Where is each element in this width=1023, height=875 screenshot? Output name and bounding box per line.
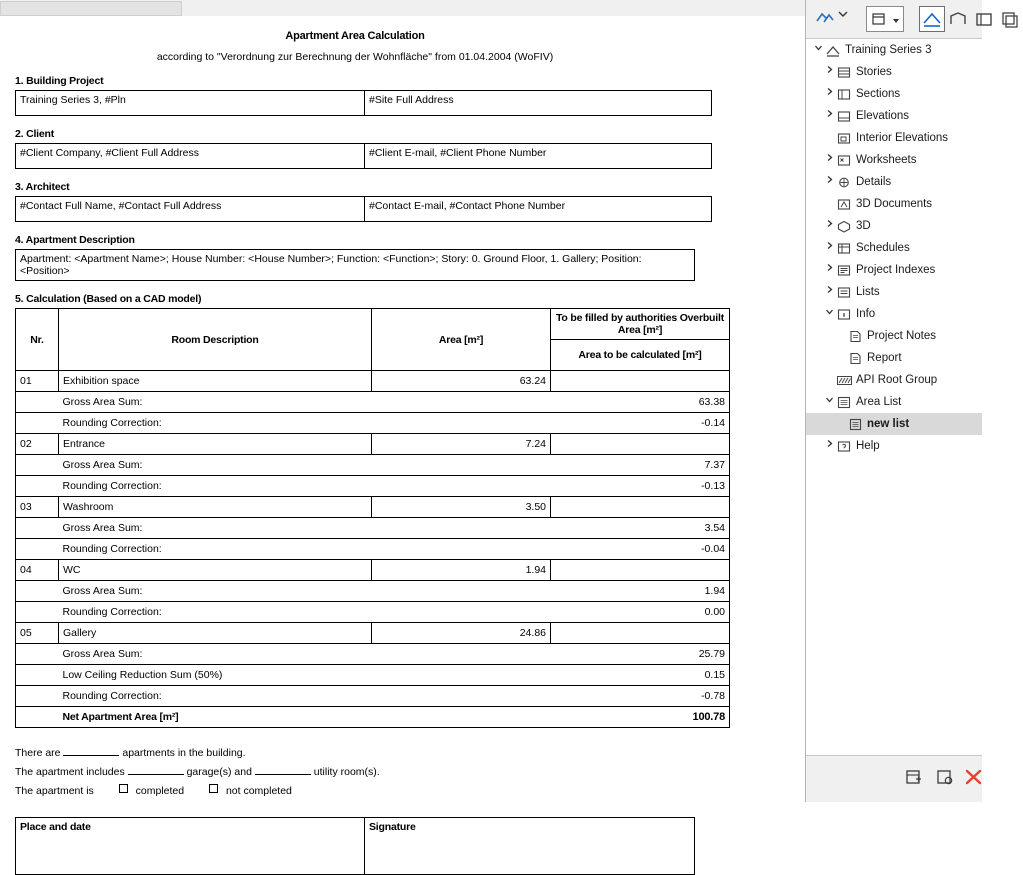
cell-area: 3.50 (372, 497, 551, 518)
summary-row (16, 476, 730, 497)
cell-summary-value: -0.14 (551, 413, 730, 434)
summary-row (16, 644, 730, 665)
table-row (16, 560, 730, 581)
chevron-down-icon[interactable] (823, 391, 835, 413)
tree-item-label: Help (856, 440, 880, 452)
cell-spacer (16, 392, 59, 413)
cell-summary-value: 3.54 (551, 518, 730, 539)
note-icon (846, 352, 864, 365)
table-row (16, 197, 712, 222)
column-header-nr: Nr. (16, 309, 59, 371)
building-project-table (15, 90, 712, 116)
cell-spacer (16, 707, 59, 728)
cell-area: 7.24 (372, 434, 551, 455)
calculation-table (15, 308, 730, 728)
chevron-down-icon[interactable] (823, 303, 835, 325)
cell-summary-value: 25.79 (551, 644, 730, 665)
place-and-date-cell: Place and date (16, 818, 365, 875)
summary-row (16, 665, 730, 686)
navigator-home-icon (871, 11, 887, 27)
chevron-right-icon[interactable] (823, 61, 835, 83)
chevron-right-icon[interactable] (823, 149, 835, 171)
column-header-area: Area [m²] (372, 309, 551, 371)
api-group-icon (835, 375, 853, 386)
scroll-track[interactable] (0, 0, 806, 15)
tree-item-label: Lists (856, 286, 880, 298)
signature-cell: Signature (365, 818, 695, 875)
publisher-icon (1000, 10, 1020, 28)
statement-1-b: apartments in the building. (122, 747, 246, 759)
cell-summary-label: Gross Area Sum: (59, 518, 372, 539)
tree-item-interior-elevations[interactable] (806, 127, 982, 149)
statement-3-a: The apartment is (15, 785, 94, 797)
help-icon (835, 440, 853, 453)
fill-blank[interactable] (128, 763, 184, 775)
tree-item-3d-documents[interactable] (806, 193, 982, 215)
chevron-right-icon[interactable] (823, 259, 835, 281)
tree-item-label: Stories (856, 66, 892, 78)
chevron-right-icon[interactable] (823, 281, 835, 303)
cell-spacer (16, 686, 59, 707)
cell-room-description: Gallery (59, 623, 372, 644)
cell-summary-value: 0.15 (551, 665, 730, 686)
summary-row (16, 392, 730, 413)
project-map-tree[interactable] (806, 39, 982, 755)
tree-item-label: Report (867, 352, 902, 364)
cell-authorities (551, 371, 730, 392)
stories-icon (835, 66, 853, 79)
gear-icon (935, 768, 955, 786)
navigator-mode-button[interactable] (866, 6, 904, 32)
layout-book-icon (974, 10, 994, 28)
statements-block (15, 744, 695, 801)
table-row (16, 623, 730, 644)
cell-summary-value: 7.37 (551, 455, 730, 476)
section-heading-architect: 3. Architect (15, 181, 70, 193)
project-indexes-icon (835, 264, 853, 277)
summary-row (16, 581, 730, 602)
apartment-description-table (15, 249, 695, 281)
tree-item-label: Info (856, 308, 876, 320)
page-subtitle: according to "Verordnung zur Berechnung der Wohnfläche" from 01.04.2004 (WoFIV) (156, 51, 554, 63)
table-row (16, 144, 712, 169)
cell-spacer-area (372, 602, 551, 623)
tree-item-report[interactable] (806, 347, 982, 369)
delete-button[interactable] (964, 768, 986, 790)
info-icon (835, 308, 853, 321)
summary-row (16, 518, 730, 539)
cell-summary-value: -0.13 (551, 476, 730, 497)
tree-item-sections[interactable] (806, 83, 982, 105)
schedules-icon (835, 242, 853, 255)
document-canvas[interactable] (0, 16, 806, 833)
architect-table (15, 196, 712, 222)
calculation-header-row (16, 309, 730, 340)
statement-line-3 (15, 782, 695, 801)
cell-area: 24.86 (372, 623, 551, 644)
cell-spacer-area (372, 686, 551, 707)
new-item-button[interactable] (904, 768, 926, 790)
column-header-authorities-bottom: Area to be calculated [m²] (551, 340, 730, 371)
tree-item-label: Area List (856, 396, 902, 408)
cell-summary-label: Rounding Correction: (59, 686, 372, 707)
cell-spacer-area (372, 581, 551, 602)
cell-spacer-area (372, 539, 551, 560)
section-heading-building-project: 1. Building Project (15, 75, 104, 87)
list-icon (835, 396, 853, 409)
tree-item-label: Project Notes (867, 330, 937, 342)
tree-item-area-list[interactable] (806, 391, 982, 413)
tree-item-label: 3D (856, 220, 871, 232)
tree-item-worksheets[interactable] (806, 149, 982, 171)
tree-item-label: Sections (856, 88, 901, 100)
column-header-authorities-top: To be filled by authorities Overbuilt Area [m²] (551, 309, 730, 340)
column-header-room-description: Room Description (59, 309, 372, 371)
statement-3-c: not completed (225, 785, 292, 797)
cell-room-description: WC (59, 560, 372, 581)
summary-row (16, 602, 730, 623)
tree-item-project-notes[interactable] (806, 325, 982, 347)
table-row (16, 434, 730, 455)
elevations-icon (835, 110, 853, 123)
building-project-right: #Site Full Address (365, 91, 712, 116)
summary-row (16, 455, 730, 476)
statement-2-b: garage(s) and (186, 766, 252, 778)
tree-item-label: Details (856, 176, 892, 188)
report-page (15, 22, 725, 875)
apartment-description-text: Apartment: <Apartment Name>; House Number: <House Number>; Function: <Function>; Story: 0. Ground Floor, 1. Gallery; Position: <Position> (16, 250, 695, 281)
sections-icon (835, 88, 853, 101)
statement-2-a: The apartment includes (15, 766, 125, 778)
new-document-icon (904, 768, 924, 786)
chevron-right-icon[interactable] (823, 105, 835, 127)
tree-item-elevations[interactable] (806, 105, 982, 127)
signature-table (15, 817, 695, 875)
cell-summary-label: Rounding Correction: (59, 476, 372, 497)
chevron-right-icon[interactable] (823, 435, 835, 457)
3d-icon (835, 220, 853, 233)
fill-blank[interactable] (255, 763, 311, 775)
cell-spacer (16, 665, 59, 686)
project-map-button[interactable] (919, 6, 945, 32)
cell-spacer-area (372, 455, 551, 476)
cell-summary-label: Gross Area Sum: (59, 392, 372, 413)
architect-right: #Contact E-mail, #Contact Phone Number (365, 197, 712, 222)
publisher-sets-button[interactable] (997, 6, 1023, 32)
lists-icon (835, 286, 853, 299)
note-icon (846, 330, 864, 343)
cell-spacer (16, 518, 59, 539)
cell-spacer-area (372, 413, 551, 434)
building-project-left: Training Series 3, #Pln (16, 91, 365, 116)
navigator-footer (806, 755, 982, 802)
cell-summary-value: 1.94 (551, 581, 730, 602)
tree-item-lists[interactable] (806, 281, 982, 303)
cell-summary-value: -0.78 (551, 686, 730, 707)
project-icon (824, 44, 842, 57)
cell-authorities (551, 560, 730, 581)
table-row (16, 497, 730, 518)
chevron-right-icon[interactable] (823, 171, 835, 193)
tree-item-label: new list (867, 418, 910, 430)
page-title: Apartment Area Calculation (285, 30, 425, 42)
cell-area: 63.24 (372, 371, 551, 392)
cell-summary-label: Gross Area Sum: (59, 644, 372, 665)
view-map-button[interactable] (945, 6, 971, 32)
cell-spacer-area (372, 392, 551, 413)
table-row (16, 818, 695, 875)
list-item-icon (846, 418, 864, 431)
cell-spacer (16, 476, 59, 497)
navigator-window-icon (815, 10, 835, 26)
statement-line-1 (15, 744, 695, 763)
settings-button[interactable] (935, 768, 957, 790)
tree-item-label: Schedules (856, 242, 910, 254)
table-row (16, 91, 712, 116)
calculation-body (16, 371, 730, 728)
layout-book-button[interactable] (971, 6, 997, 32)
close-icon (964, 768, 984, 786)
document-top-scrollbar[interactable] (0, 0, 806, 17)
cell-spacer (16, 413, 59, 434)
statement-1-a: There are (15, 747, 61, 759)
navigator-panel (805, 0, 982, 802)
section-heading-calculation: 5. Calculation (Based on a CAD model) (15, 293, 202, 305)
chevron-down-icon (838, 10, 848, 18)
cell-net-value: 100.78 (551, 707, 730, 728)
interior-elevations-icon (835, 132, 853, 145)
chevron-down-icon (893, 18, 899, 24)
section-heading-apartment-description: 4. Apartment Description (15, 234, 135, 246)
cell-summary-label: Gross Area Sum: (59, 581, 372, 602)
tree-item-project-indexes[interactable] (806, 259, 982, 281)
cell-area: 1.94 (372, 560, 551, 581)
tree-item-label: Training Series 3 (845, 44, 932, 56)
fill-blank[interactable] (63, 744, 119, 756)
section-heading-client: 2. Client (15, 128, 55, 140)
cell-summary-label: Gross Area Sum: (59, 455, 372, 476)
details-icon (835, 176, 853, 189)
tree-item-label: Interior Elevations (856, 132, 949, 144)
cell-spacer-area (372, 476, 551, 497)
tree-item-info[interactable] (806, 303, 982, 325)
scroll-thumb[interactable] (0, 1, 182, 16)
tree-item-new-list[interactable] (806, 413, 982, 435)
table-row (16, 250, 695, 281)
cell-spacer (16, 644, 59, 665)
cell-spacer-area (372, 707, 551, 728)
cell-net-label: Net Apartment Area [m²] (59, 707, 372, 728)
client-right: #Client E-mail, #Client Phone Number (365, 144, 712, 169)
worksheets-icon (835, 154, 853, 167)
chevron-down-icon[interactable] (812, 39, 824, 61)
chevron-right-icon[interactable] (823, 83, 835, 105)
statement-line-2 (15, 763, 695, 782)
client-table (15, 143, 712, 169)
table-row (16, 371, 730, 392)
tree-item-schedules[interactable] (806, 237, 982, 259)
view-map-icon (948, 10, 968, 28)
project-map-icon (922, 10, 942, 28)
cell-spacer (16, 539, 59, 560)
cell-authorities (551, 623, 730, 644)
cell-summary-label: Rounding Correction: (59, 602, 372, 623)
cell-room-description: Entrance (59, 434, 372, 455)
summary-row (16, 539, 730, 560)
cell-spacer-area (372, 665, 551, 686)
cell-nr: 02 (16, 434, 59, 455)
cell-nr: 05 (16, 623, 59, 644)
tree-item-help[interactable] (806, 435, 982, 457)
cell-spacer (16, 455, 59, 476)
tree-item-training-series-3[interactable] (806, 39, 982, 61)
cell-spacer-area (372, 518, 551, 539)
chevron-right-icon[interactable] (823, 237, 835, 259)
tree-item-label: Project Indexes (856, 264, 936, 276)
architect-left: #Contact Full Name, #Contact Full Address (16, 197, 365, 222)
tree-item-details[interactable] (806, 171, 982, 193)
checkbox-not-completed[interactable] (209, 784, 218, 793)
cell-nr: 04 (16, 560, 59, 581)
tree-item-api-root-group[interactable] (806, 369, 982, 391)
summary-row (16, 413, 730, 434)
navigator-selector-button[interactable] (812, 6, 838, 32)
statement-3-b: completed (135, 785, 185, 797)
cell-spacer (16, 602, 59, 623)
navigator-toolbar (806, 0, 982, 39)
cell-authorities (551, 497, 730, 518)
cell-spacer (16, 581, 59, 602)
statement-2-c: utility room(s). (313, 766, 380, 778)
tree-item-label: Elevations (856, 110, 910, 122)
tree-item-label: API Root Group (856, 374, 938, 386)
cell-room-description: Washroom (59, 497, 372, 518)
cell-summary-label: Rounding Correction: (59, 413, 372, 434)
tree-item-stories[interactable] (806, 61, 982, 83)
tree-item-label: 3D Documents (856, 198, 933, 210)
3d-documents-icon (835, 198, 853, 211)
checkbox-completed[interactable] (119, 784, 128, 793)
cell-summary-value: 63.38 (551, 392, 730, 413)
cell-summary-label: Low Ceiling Reduction Sum (50%) (59, 665, 372, 686)
net-area-row (16, 707, 730, 728)
client-left: #Client Company, #Client Full Address (16, 144, 365, 169)
cell-nr: 01 (16, 371, 59, 392)
cell-authorities (551, 434, 730, 455)
navigator-dropdown-button[interactable] (837, 6, 849, 32)
cell-summary-label: Rounding Correction: (59, 539, 372, 560)
cell-spacer-area (372, 644, 551, 665)
cell-summary-value: -0.04 (551, 539, 730, 560)
cell-summary-value: 0.00 (551, 602, 730, 623)
cell-nr: 03 (16, 497, 59, 518)
tree-item-label: Worksheets (856, 154, 917, 166)
cell-room-description: Exhibition space (59, 371, 372, 392)
chevron-right-icon[interactable] (823, 215, 835, 237)
summary-row (16, 686, 730, 707)
tree-item-3d[interactable] (806, 215, 982, 237)
